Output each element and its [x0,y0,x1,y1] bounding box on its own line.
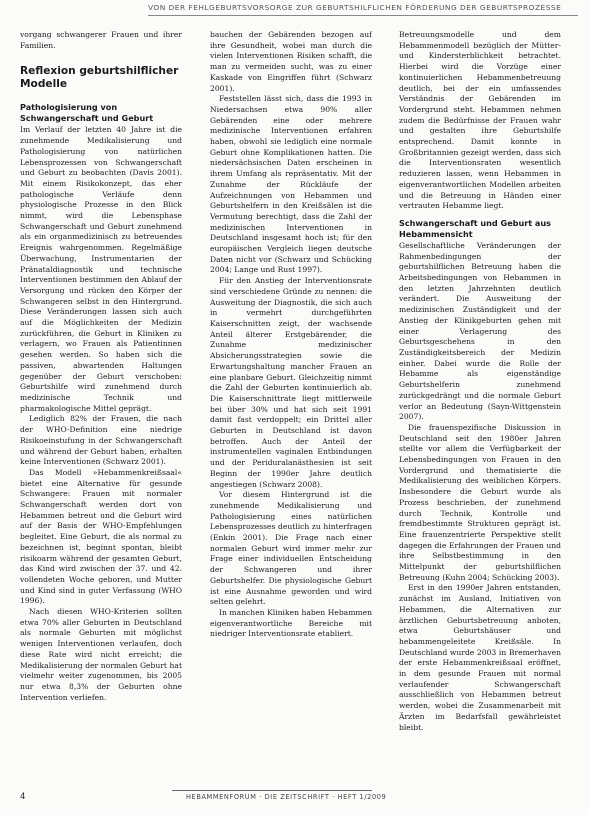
paragraph: bauchen der Gebärenden bezogen auf ihre Gesundheit, wobei man durch die vielen Interventionen Risiken schafft, die man zu vermeiden sucht, was zu einer Kaskade von Eingriffen führt (Schwarz 2001). [210,30,372,93]
running-title: VON DER FEHLGEBURTSVORSORGE ZUR GEBURTSHILFLICHEN FÖRDERUNG DER GEBURTSPROZESSE [148,3,562,12]
journal-title: HEBAMMENFORUM · DIE ZEITSCHRIFT · HEFT 1/2009 [186,793,387,801]
paragraph: Nach diesen WHO-Kriterien sollten etwa 70% aller Geburten in Deutschland als normale Geburten mit möglichst wenigen Interventionen verlaufen, doch diese Rate wird nicht erreicht; die Medikalisierung der normalen Geburt hat vielmehr weiter zugenommen, bis 2005 nur etwa 8,3% der Geburten ohne Intervention verliefen. [20,607,182,702]
paragraph: Das Modell »Hebammenkreißsaal« bietet eine Alternative für gesunde Schwangere: Frauen mit normaler Schwangerschaft werden dort von Hebammen betreut und die Geburt wird auf der Basis der WHO-Empfehlungen begleitet. Eine Geburt, die als normal zu bezeichnen ist, beginnt spontan, bleibt risikoarm während der gesamten Geburt, das Kind wird zwischen der 37. und 42. vollendeten Woche geboren, und Mutter und Kind sind in guter Verfassung (WHO 1996). [20,467,182,606]
text-column-left [20,30,182,782]
running-header [148,3,578,19]
paragraph: vorgang schwangerer Frauen und ihrer Familien. [20,30,182,50]
subsection-heading: Pathologisierung von Schwangerschaft und Geburt [20,102,154,124]
paragraph: Erst in den 1990er Jahren entstanden, zunächst im Ausland, Initiativen von Hebammen, die Alternativen zur ärztlichen Geburtsbetreuung anboten, etwa Geburtshäuser und hebammengeleitete Kreißsäle. In Deutschland wurde 2003 in Bremerhaven der erste Hebammenkreißsaal eröffnet, in dem gesunde Frauen mit normal verlaufender Schwangerschaft ausschließlich von Hebammen betreut werden, wobei die Zusammenarbeit mit Ärzten im Bedarfsfall gewährleistet bleibt. [399,583,561,732]
paragraph: Die frauenspezifische Diskussion in Deutschland seit den 1980er Jahren stellte vor allem die Verfügbarkeit der Lebensbedingungen von Frauen in den Vordergrund und thematisierte die Medikalisierung des weiblichen Körpers. Insbesondere die Geburt wurde als Prozess beschrieben, der zunehmend durch Technik, Kontrolle und fremdbestimmte Strukturen geprägt ist. Eine frauenzentrierte Perspektive stellt dagegen die Erfahrungen der Frauen und ihre Selbstbestimmung in den Mittelpunkt der geburtshilflichen Betreuung (Kuhn 2004; Schücking 2003). [399,422,561,582]
paragraph: Betreuungsmodelle und dem Hebammenmodell bezüglich der Mütter- und Kindersterblichkeit betrachtet. Hierbei wird die Vorzüge einer kontinuierlichen Hebammenbetreuung deutlich, bei der ein umfassendes Verständnis der Gebärenden im Vordergrund steht. Hebammen nehmen zudem die Bedürfnisse der Frauen wahr und gestalten ihre Geburtshilfe entsprechend. Damit konnte in Großbritannien gezeigt werden, dass sich die Interventionsraten wesentlich reduzieren lassen, wenn Hebammen in eigenverantwortlichen Modellen arbeiten und die Betreuung in Händen einer vertrauten Hebamme liegt. [399,30,561,211]
section-heading: Reflexion geburtshilflicher Modelle [20,65,179,90]
header-rule [148,15,578,16]
paragraph: Vor diesem Hintergrund ist die zunehmende Medikalisierung und Pathologisierung eines natürlichen Lebensprozesses deutlich zu hinterfragen (Enkin 2001). Die Frage nach einer normalen Geburt wird immer mehr zur Frage einer individuellen Entscheidung der Schwangeren und ihrer Geburtshelfer. Die physiologische Geburt ist eine Ausnahme geworden und wird selten gelehrt. [210,490,372,607]
footer-rule [172,790,372,791]
text-column-middle [210,30,372,782]
paragraph: Lediglich 82% der Frauen, die nach der WHO-Definition eine niedrige Risikoeinstufung in der Schwangerschaft und während der Geburt haben, erhalten keine Interventionen (Schwarz 2001). [20,414,182,467]
page-number: 4 [20,792,26,802]
subsection-heading: Schwangerschaft und Geburt aus Hebammensicht [399,217,551,239]
page-footer [0,788,589,815]
text-column-right [399,30,561,782]
paragraph: Gesellschaftliche Veränderungen der Rahmenbedingungen der geburtshilflichen Betreuung haben die Arbeitsbedingungen von Hebammen in den letzten Jahrzehnten deutlich verändert. Die Ausweitung der medizinischen Zuständigkeit und der Anstieg der Klinikgeburten gehen mit einer Verlagerung des Geburtsgeschehens in den Zuständigkeitsbereich der Medizin einher. Dabei wurde die Rolle der Hebamme als eigenständige Geburtshelferin zunehmend zurückgedrängt und die normale Geburt verlor an Bedeutung (Sayn-Wittgenstein 2007). [399,240,561,422]
paragraph: Für den Anstieg der Interventionsrate sind verschiedene Gründe zu nennen: die Ausweitung der Diagnostik, die sich auch in vermehrt durchgeführten Kaiserschnitten zeigt, der wachsende Anteil älterer Erstgebärender, die Zunahme medizinischer Absicherungsstrategien sowie die Erwartungshaltung mancher Frauen an eine planbare Geburt. Gleichzeitig nimmt die Zahl der Geburten kontinuierlich ab. Die Kaiserschnittrate liegt mittlerweile bei über 30% und hat sich seit 1991 damit fast verdoppelt; ein Drittel aller Geburten in Deutschland ist davon betroffen. Auch der Anteil der instrumentellen vaginalen Entbindungen und der Periduralanästhesien ist seit Beginn der 1990er Jahre deutlich angestiegen (Schwarz 2008). [210,276,372,489]
paragraph: In manchen Kliniken haben Hebammen eigenverantwortliche Bereiche mit niedriger Interventionsrate etabliert. [210,607,372,639]
paragraph: Im Verlauf der letzten 40 Jahre ist die zunehmende Medikalisierung und Pathologisierung von natürlichen Lebensprozessen von Schwangerschaft und Geburt zu beobachten (Davis 2001). Mit einem Risikokonzept, das eher pathologische Verläufe denn physiologische Prozesse in den Blick nimmt, wird die Lebensphase Schwangerschaft und Geburt zunehmend als ein organmedizinisch zu betreuendes Ereignis wahrgenommen. Regelmäßige Überwachung, Instrumentarien der Pränataldiagnostik und technische Interventionen bestimmen den Ablauf der Versorgung und rücken den Körper der Schwangeren selbst in den Hintergrund. Diese Veränderungen lassen sich auch auf die Möglichkeiten der Medizin zurückführen, die Geburt in Kliniken zu verlagern, wo Frauen als Patientinnen gesehen werden. So haben sich die passiven, abwartenden Haltungen gegenüber der Geburt verschoben: Geburtshilfe wird zunehmend durch medizinische Technik und pharmakologische Mittel geprägt. [20,125,182,413]
paragraph: Feststellen lässt sich, dass die 1993 in Niedersachsen etwa 90% aller Gebärenden eine oder mehrere medizinische Interventionen erfahren haben, obwohl sie lediglich eine normale Geburt ohne Komplikationen hatten. Die niedersächsischen Daten erscheinen in ihrem Umfang als repräsentativ. Mit der Zunahme der Rückläufe der Aufzeichnungen von Hebammen und Geburtshelfern in den Kreißsälen ist die Vermutung berechtigt, dass die Zahl der medizinischen Interventionen in Deutschland insgesamt hoch ist; für den europäischen Vergleich liegen deutsche Daten nicht vor (Schwarz und Schücking 2004; Lange und Rust 1997). [210,94,372,275]
